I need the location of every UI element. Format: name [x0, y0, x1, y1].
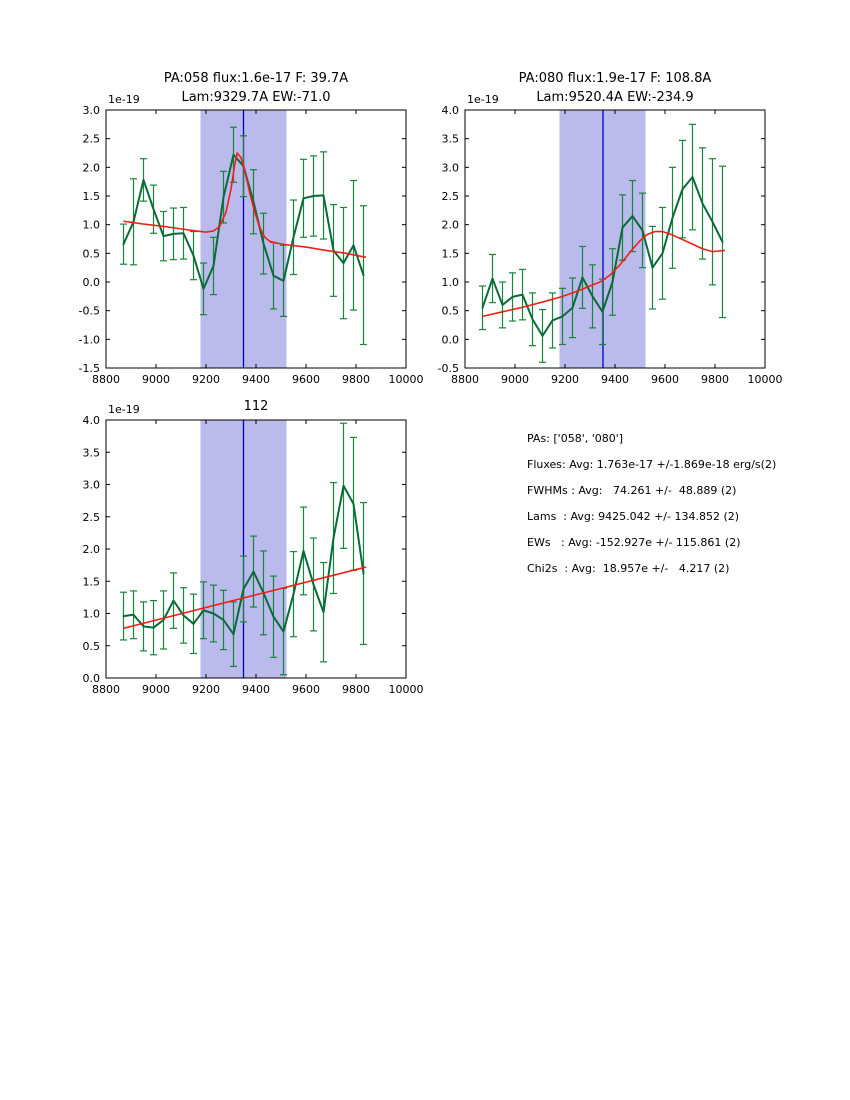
x-tick-label: 9000	[501, 373, 529, 386]
y-tick-label: 1.5	[82, 575, 100, 589]
x-tick-label: 9200	[192, 683, 220, 696]
plot2-title-line1: PA:080 flux:1.9e-17 F: 108.8A	[518, 71, 712, 86]
y-tick-label: 2.5	[82, 510, 100, 524]
x-tick-label: 10000	[388, 373, 424, 386]
x-tick-label: 9800	[342, 373, 370, 386]
y-tick-label: 0.5	[82, 247, 100, 261]
y-tick-label: -1.5	[78, 362, 100, 375]
x-tick-label: 10000	[747, 373, 783, 386]
stats-line-pas: PAs: ['058', '080']	[527, 432, 624, 445]
x-tick-label: 10000	[388, 683, 424, 696]
y-tick-label: 0.0	[441, 333, 459, 347]
plot2-title-line2: Lam:9520.4A EW:-234.9	[536, 89, 694, 105]
stats-line-fwhms: FWHMs : Avg: 74.261 +/- 48.889 (2)	[527, 484, 737, 497]
x-tick-label: 8800	[92, 373, 120, 386]
plot1-title	[106, 70, 406, 107]
y-tick-label: 2.0	[441, 218, 459, 232]
x-tick-label: 9200	[192, 373, 220, 386]
plot2-offset-label: 1e-19	[467, 93, 499, 106]
y-tick-label: -0.5	[437, 362, 459, 375]
plot2-title	[465, 70, 765, 107]
x-tick-label: 9200	[551, 373, 579, 386]
x-tick-label: 9000	[142, 683, 170, 696]
y-tick-label: 0.5	[441, 304, 459, 318]
y-tick-label: -1.0	[78, 333, 100, 347]
x-tick-label: 8800	[92, 683, 120, 696]
stats-line-fluxes: Fluxes: Avg: 1.763e-17 +/-1.869e-18 erg/s(2)	[527, 458, 777, 471]
plot3-title-line1: 112	[243, 399, 269, 414]
y-tick-label: 1.5	[441, 247, 459, 261]
plot3-title	[106, 398, 406, 417]
y-tick-label: 0.0	[82, 276, 100, 289]
y-tick-label: 2.5	[441, 190, 459, 203]
y-tick-label: -0.5	[78, 304, 100, 318]
x-tick-label: 8800	[451, 373, 479, 386]
x-tick-label: 9600	[292, 683, 320, 696]
x-tick-label: 9800	[701, 373, 729, 386]
y-tick-label: 2.5	[82, 132, 100, 146]
y-tick-label: 3.0	[82, 478, 100, 492]
stats-line-lams: Lams : Avg: 9425.042 +/- 134.852 (2)	[527, 510, 740, 523]
y-tick-label: 2.0	[82, 161, 100, 175]
stats-line-ews: EWs : Avg: -152.927e +/- 115.861 (2)	[527, 536, 741, 549]
x-tick-label: 9400	[601, 373, 629, 386]
y-tick-label: 1.5	[82, 190, 100, 203]
y-tick-label: 3.5	[82, 446, 100, 460]
y-tick-label: 2.0	[82, 543, 100, 556]
plot3-offset-label: 1e-19	[108, 403, 140, 416]
y-tick-label: 3.0	[441, 161, 459, 175]
y-tick-label: 3.5	[441, 132, 459, 146]
x-tick-label: 9600	[651, 373, 679, 386]
plot1-title-line2: Lam:9329.7A EW:-71.0	[181, 89, 331, 105]
y-tick-label: 4.0	[441, 104, 459, 117]
x-tick-label: 9800	[342, 683, 370, 696]
x-tick-label: 9600	[292, 373, 320, 386]
y-tick-label: 3.0	[82, 104, 100, 117]
y-tick-label: 1.0	[82, 607, 100, 621]
plot1-title-line1: PA:058 flux:1.6e-17 F: 39.7A	[163, 71, 349, 86]
y-tick-label: 1.0	[441, 276, 459, 289]
y-tick-label: 0.5	[82, 639, 100, 653]
y-tick-label: 4.0	[82, 414, 100, 427]
x-tick-label: 9000	[142, 373, 170, 386]
y-tick-label: 1.0	[82, 218, 100, 232]
x-tick-label: 9400	[242, 683, 270, 696]
y-tick-label: 0.0	[82, 672, 100, 685]
plot1-offset-label: 1e-19	[108, 93, 140, 106]
stats-line-chi2s: Chi2s : Avg: 18.957e +/- 4.217 (2)	[527, 562, 730, 575]
x-tick-label: 9400	[242, 373, 270, 386]
stats-panel	[527, 432, 776, 588]
